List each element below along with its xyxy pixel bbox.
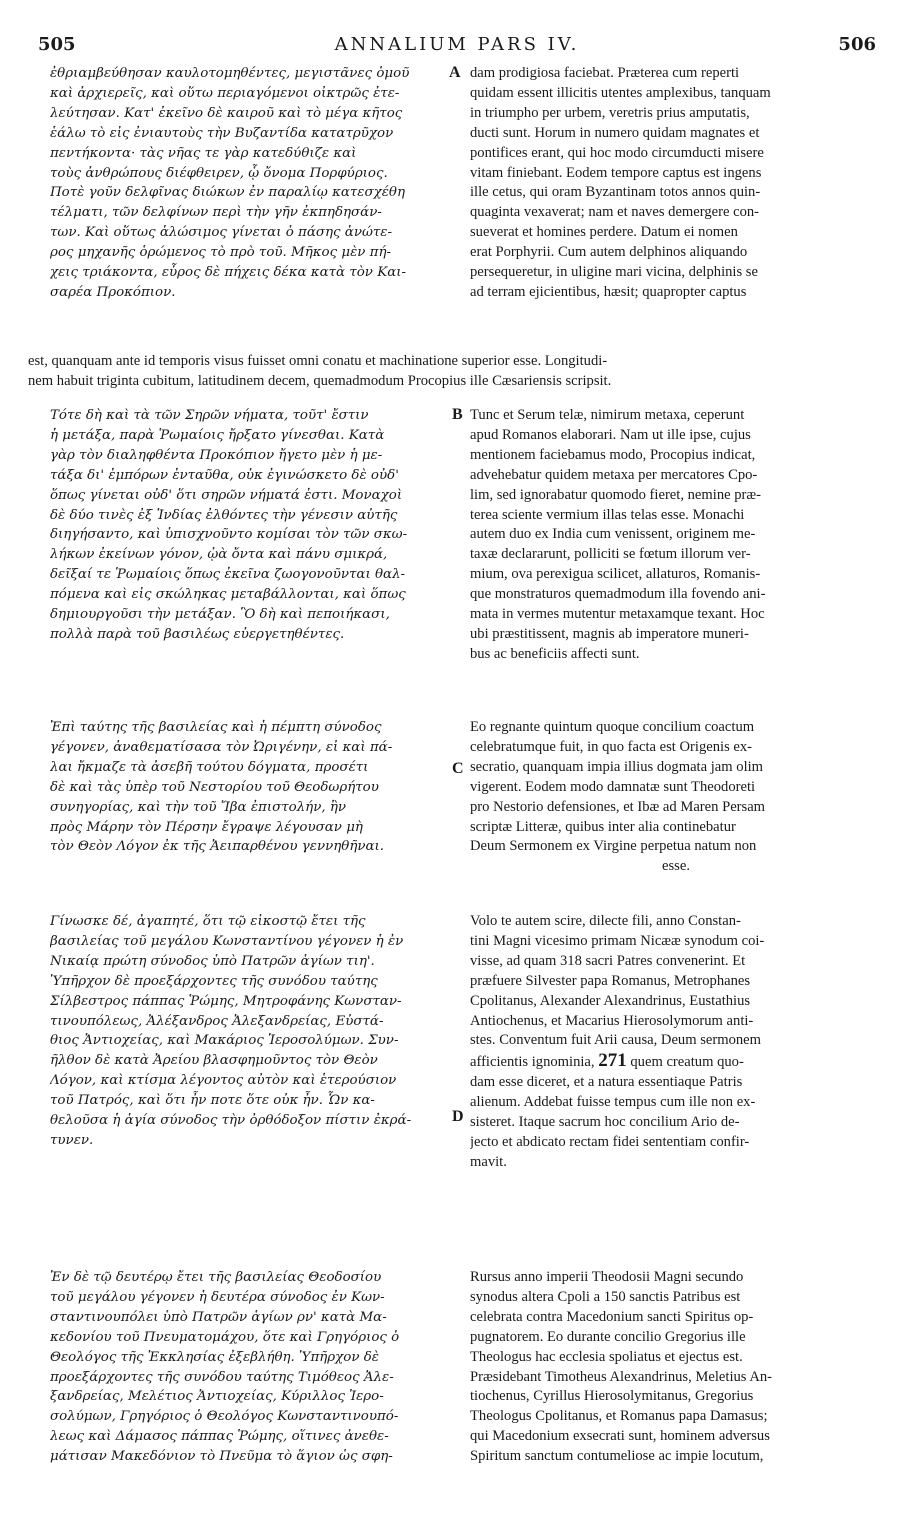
text-line: jecto et abdicato rectam fidei sententiam confir- xyxy=(470,1133,750,1150)
text-line: pugnatorem. Eo durante concilio Gregorius ille xyxy=(470,1328,746,1345)
text-line: δεῖξαί τε Ῥωμαίοις ὅπως ἐκεῖνα ζωογονοῦνται θαλ- xyxy=(50,567,406,583)
text-line: synodus altera Cpoli a 150 sanctis Patribus est xyxy=(470,1288,741,1305)
text-line: tini Magni vicesimo primam Nicææ synodum coi- xyxy=(470,932,765,949)
text-line: ξανδρείας, Μελέτιος Ἀντιοχείας, Κύριλλος Ἱερο- xyxy=(50,1389,384,1405)
text-line: Ὑπῆρχον δὲ προεξάρχοντες τῆς συνόδου ταύτης xyxy=(50,973,378,989)
text-line: visse, ad quam 318 sacri Patres convenerint. Et xyxy=(470,952,746,969)
text-line: secratio, quanquam impia illius dogmata jam olim xyxy=(470,758,764,775)
latin-paragraph-3 xyxy=(470,718,882,877)
text-line: tiochenus, Cyrillus Hierosolymitanus, Gregorius xyxy=(470,1388,754,1405)
text-line: Deum Sermonem ex Virgine perpetua natum non xyxy=(470,838,757,855)
text-line: Antiochenus, et Macarius Hierosolymorum anti- xyxy=(470,1012,754,1029)
text-line: Volo te autem scire, dilecte fili, anno Constan- xyxy=(470,913,741,929)
greek-paragraph-5 xyxy=(50,1268,442,1467)
latin-paragraph-5 xyxy=(470,1268,882,1467)
text-line: vitam finiebant. Eodem tempore captus est ingens xyxy=(470,164,762,181)
text-line: τοῦ Πατρός, καὶ ὅτι ἦν ποτε ὅτε οὐκ ἦν. Ὧν κα- xyxy=(50,1093,375,1109)
text-line: scriptæ Litteræ, quibus inter alia continebatur xyxy=(470,818,736,835)
text-line: Eo regnante quintum quoque concilium coactum xyxy=(470,719,755,735)
text-line: pontifices erant, qui hoc modo circumducti misere xyxy=(470,144,764,161)
text-line: ducti sunt. Horum in numero quidam magnates et xyxy=(470,124,760,141)
text-line: βασιλείας τοῦ μεγάλου Κωνσταντίνου γέγονεν ἡ ἐν xyxy=(50,933,404,949)
text-line: sueverat et homines perdere. Datum ei nomen xyxy=(470,224,738,241)
text-line: δὲ καὶ τὰς ὑπὲρ τοῦ Νεστορίου τοῦ Θεοδωρήτου xyxy=(50,779,379,795)
latin-full-width xyxy=(28,352,878,392)
text-line: πρὸς Μάρην τὸν Πέρσην ἔγραψε λέγουσαν μὴ xyxy=(50,819,363,835)
text-line: πόμενα καὶ εἰς σκώληκας μεταβάλλονται, καὶ ὅπως xyxy=(50,587,406,603)
latin-paragraph-4 xyxy=(470,912,882,1173)
text-segment: afficientis ignominia, xyxy=(470,1054,595,1071)
text-line: τοῦ μεγάλου γέγονεν ἡ δευτέρα σύνοδος ἐν Κων- xyxy=(50,1289,385,1305)
text-line: ρος μηχανῆς ὁρώμενος τὸ πρὸ τοῦ. Μῆκος μὲν πή- xyxy=(50,245,391,261)
text-line: quaginta vexaverat; nam et naves demergere con- xyxy=(470,204,760,221)
text-line: persequeretur, in uligine mari vicina, delphinis se xyxy=(470,264,758,281)
text-line: διηγήσαντο, καὶ ὑπισχνοῦντο κομίσαι τὸν τῶν σκω- xyxy=(50,527,408,543)
text-line: Theologus hac ecclesia spoliatus et ejectus est. xyxy=(470,1348,743,1365)
text-line: ille cetus, qui oram Byzantinam totos annos quin- xyxy=(470,184,761,201)
text-segment: quem creatum quo- xyxy=(630,1054,744,1071)
text-line: πεντήκοντα· τὰς νῆας τε γὰρ κατεδύθιζε καὶ xyxy=(50,145,357,161)
text-line: erat Porphyrii. Cum autem delphinos aliquando xyxy=(470,244,748,261)
text-line: τὸν Θεὸν Λόγον ἐκ τῆς Ἀειπαρθένου γεννηθῆναι. xyxy=(50,839,385,855)
text-line: Præsidebant Timotheus Alexandrinus, Meletius An- xyxy=(470,1368,773,1385)
text-line: θελοῦσα ἡ ἁγία σύνοδος τὴν ὀρθόδοξον πίστιν ἐκρά- xyxy=(50,1113,412,1129)
text-line: præfuere Silvester papa Romanus, Metrophanes xyxy=(470,972,751,989)
text-line: advehebatur quidem metaxa per mercatores Cpo- xyxy=(470,466,758,483)
text-line: Θεολόγος τῆς Ἐκκλησίας ἐξεβλήθη. Ὑπῆρχον δὲ xyxy=(50,1349,379,1365)
text-line: Cpolitanus, Alexander Alexandrinus, Eustathius xyxy=(470,992,751,1009)
text-line: θιος Ἀντιοχείας, καὶ Μακάριος Ἱεροσολύμων. Συν- xyxy=(50,1033,399,1049)
latin-paragraph-1 xyxy=(470,64,882,303)
text-line: Tunc et Serum telæ, nimirum metaxa, ceperunt xyxy=(470,407,745,423)
text-line: mium, ova perexigua scilicet, allaturos, Romanis- xyxy=(470,566,761,583)
text-line: μάτισαν Μακεδόνιον τὸ Πνεῦμα τὸ ἅγιον ὡς σφη- xyxy=(50,1449,393,1465)
text-line: dam prodigiosa faciebat. Præterea cum reperti xyxy=(470,65,740,81)
text-line: nem habuit triginta cubitum, latitudinem decem, quemadmodum Procopius ille Cæsariensis scripsit. xyxy=(28,372,612,389)
text-line: δημιουργοῦσι τὴν μετάξαν. Ὃ δὴ καὶ πεποιήκασι, xyxy=(50,607,390,623)
text-line: lim, sed ignorabatur quomodo fieret, nemine præ- xyxy=(470,486,761,503)
margin-letter-c: C xyxy=(452,760,464,777)
text-line: Ἐπὶ ταύτης τῆς βασιλείας καὶ ἡ πέμπτη σύνοδος xyxy=(50,720,382,735)
running-title: ANNALIUM PARS IV. xyxy=(334,34,580,55)
text-line: Rursus anno imperii Theodosii Magni secundo xyxy=(470,1269,744,1285)
text-line: terea sciente vermium illas telas esse. Monachi xyxy=(470,506,745,523)
text-line: Spiritum sanctum contumeliose ac impie locutum, xyxy=(470,1448,764,1465)
text-line: sisteret. Itaque sacrum hoc concilium Ario de- xyxy=(470,1114,740,1131)
text-line: stes. Conventum fuit Arii causa, Deum sermonem xyxy=(470,1032,762,1049)
text-line: Νικαίᾳ πρώτη σύνοδος ὑπὸ Πατρῶν ἁγίων τιη'. xyxy=(50,953,375,969)
text-line: est, quanquam ante id temporis visus fuisset omni conatu et machinatione superior esse. Longitudi- xyxy=(28,353,608,369)
text-line: mavit. xyxy=(470,1153,507,1170)
text-line: ὅπως γίνεται οὐδ' ὅτι σηρῶν νήματά ἐστι. Μοναχοὶ xyxy=(50,487,403,503)
text-line: λεύτησαν. Κατ' ἐκεῖνο δὲ καιροῦ καὶ τὸ μέγα κῆτος xyxy=(50,105,403,121)
text-line: ad terram ejicientibus, hæsit; quapropter captus xyxy=(470,283,747,300)
text-line: in triumpho per urbem, veretris prius amputatis, xyxy=(470,104,750,121)
text-line: ῆλθον δὲ κατὰ Ἀρείου βλασφημοῦντος τὸν Θεὸν xyxy=(50,1053,378,1069)
text-line: quidam essent illicitis utentes amplexibus, tanquam xyxy=(470,84,771,101)
text-line: Σίλβεστρος πάππας Ῥώμης, Μητροφάνης Κωνσταν- xyxy=(50,993,402,1009)
text-line: Ποτὲ γοῦν δελφῖνας διώκων ἐν παραλίῳ κατεσχέθη xyxy=(50,185,406,201)
text-line: Τότε δὴ καὶ τὰ τῶν Σηρῶν νήματα, τοῦτ' ἔστιν xyxy=(50,408,369,423)
running-header xyxy=(28,34,886,58)
text-line: qui Macedonium exsecrati sunt, hominem adversus xyxy=(470,1428,770,1445)
text-line: τινουπόλεως, Ἀλέξανδρος Ἀλεξανδρείας, Εὐστά- xyxy=(50,1013,384,1029)
text-line: ἡ μετάξα, παρὰ Ῥωμαίοις ἤρξατο γίνεσθαι. Κατὰ xyxy=(50,427,385,443)
text-line: σαρέα Προκόπιον. xyxy=(50,284,176,300)
text-line: ἐθριαμβεύθησαν καυλοτομηθέντες, μεγιστᾶνες ὁμοῦ xyxy=(50,66,410,81)
text-line: τυνεν. xyxy=(50,1132,94,1148)
greek-paragraph-2 xyxy=(50,406,442,645)
text-line: καὶ ἀρχιερεῖς, καὶ οὕτω περιαγόμενοι οἰκτρῶς ἐτε- xyxy=(50,85,400,101)
greek-paragraph-3 xyxy=(50,718,442,857)
text-line: ubi præstitissent, magnis ab imperatore muneri- xyxy=(470,625,749,642)
text-line: pro Nestorio defensiones, et Ibæ ad Maren Persam xyxy=(470,798,766,815)
text-line: vigerent. Eodem modo damnatæ sunt Theodoreti xyxy=(470,778,756,795)
text-line: δὲ δύο τινὲς ἐξ Ἰνδίας ἐλθόντες τὴν γένεσιν αὐτῆς xyxy=(50,507,398,523)
text-line: celebrata contra Macedonium sancti Spiritus op- xyxy=(470,1308,754,1325)
text-line: γέγονεν, ἀναθεματίσασα τὸν Ὠριγένην, εἰ καὶ πά- xyxy=(50,739,393,755)
text-line: προεξάρχοντες τῆς συνόδου ταύτης Τιμόθεος Ἀλε- xyxy=(50,1369,394,1385)
margin-letter-d: D xyxy=(452,1108,464,1125)
text-line: τέλματι, τῶν δελφίνων περὶ τὴν γῆν ἐκπηδησάν- xyxy=(50,205,382,221)
text-line: σταντινουπόλει ὑπὸ Πατρῶν ἁγίων ρν' κατὰ Μα- xyxy=(50,1309,387,1325)
text-line: των. Καὶ οὕτως ἁλώσιμος γίνεται ὁ πάσης ἀνώτε- xyxy=(50,225,393,241)
margin-letter-b: B xyxy=(452,406,463,423)
text-line: πολλὰ παρὰ τοῦ βασιλέως εὐεργετηθέντες. xyxy=(50,626,345,642)
text-line: κεδονίου τοῦ Πνευματομάχου, ὅτε καὶ Γρηγόριος ὁ xyxy=(50,1329,400,1345)
text-line: que monstraturos quemadmodum illa fovendo ani- xyxy=(470,586,766,603)
text-line: mata in vermes mutentur metaxamque texant. Hoc xyxy=(470,606,765,623)
right-page-number: 506 xyxy=(838,34,876,55)
text-line: mentionem faciebamus modo, Procopius indicat, xyxy=(470,446,756,463)
latin-paragraph-2 xyxy=(470,406,882,665)
text-line: λεως καὶ Δάμασος πάππας Ῥώμης, οἵτινες ἀνεθε- xyxy=(50,1429,389,1445)
text-line: τάξα δι' ἐμπόρων ἐνταῦθα, οὐκ ἐγινώσκετο δὲ οὐδ' xyxy=(50,467,399,483)
text-line: dam esse diceret, et a natura essentiaque Patris xyxy=(470,1074,743,1091)
text-line: σολύμων, Γρηγόριος ὁ Θεολόγος Κωνσταντινουπό- xyxy=(50,1409,399,1425)
text-line: Theologus Cpolitanus, et Romanus papa Damasus; xyxy=(470,1408,768,1425)
text-line: λαι ἤκμαζε τὰ ἀσεβῆ τούτου δόγματα, προσέτι xyxy=(50,759,369,775)
left-page-number: 505 xyxy=(38,34,76,55)
margin-letter-a: A xyxy=(449,64,461,81)
text-line: Γίνωσκε δέ, ἀγαπητέ, ὅτι τῷ εἰκοστῷ ἔτει τῆς xyxy=(50,914,366,929)
text-line: alienum. Addebat fuisse tempus cum ille non ex- xyxy=(470,1094,756,1111)
original-page-reference: 271 xyxy=(598,1051,627,1072)
text-line: bus ac beneficiis affecti sunt. xyxy=(470,645,640,662)
text-line: τοὺς ἀνθρώπους διέφθειρεν, ᾧ ὄνομα Πορφύριος. xyxy=(50,165,388,181)
text-line: ἑάλω τὸ εἰς ἐνιαυτοὺς τὴν Βυζαντίδα κατατρῦχον xyxy=(50,125,394,141)
text-line: celebratumque fuit, in quo facta est Origenis ex- xyxy=(470,738,753,755)
text-line: χεις τριάκοντα, εὖρος δὲ πήχεις δέκα κατὰ τὸν Και- xyxy=(50,265,407,281)
text-line: esse. xyxy=(662,858,690,875)
greek-paragraph-1 xyxy=(50,64,442,303)
text-line: λήκων ἐκείνων γόνον, ᾠὰ ὄντα καὶ πάνυ σμικρά, xyxy=(50,547,388,563)
text-line xyxy=(470,1051,882,1073)
text-line: γὰρ τὸν διαληφθέντα Προκόπιον ἤγετο μὲν ἡ με- xyxy=(50,447,383,463)
text-line: Ἐν δὲ τῷ δευτέρῳ ἔτει τῆς βασιλείας Θεοδοσίου xyxy=(50,1270,382,1285)
text-line: apud Romanos elaborari. Nam ut ille ipse, cujus xyxy=(470,426,751,443)
greek-paragraph-4 xyxy=(50,912,442,1151)
text-line: Λόγον, καὶ κτίσμα λέγοντος αὐτὸν καὶ ἑτερούσιον xyxy=(50,1073,397,1089)
text-line: taxæ declararunt, polliciti se fœtum illorum ver- xyxy=(470,546,751,563)
text-line: συνηγορίας, καὶ τὴν τοῦ Ἴβα ἐπιστολήν, ἣν xyxy=(50,799,347,815)
text-line: autem duo ex India cum venissent, originem me- xyxy=(470,526,756,543)
